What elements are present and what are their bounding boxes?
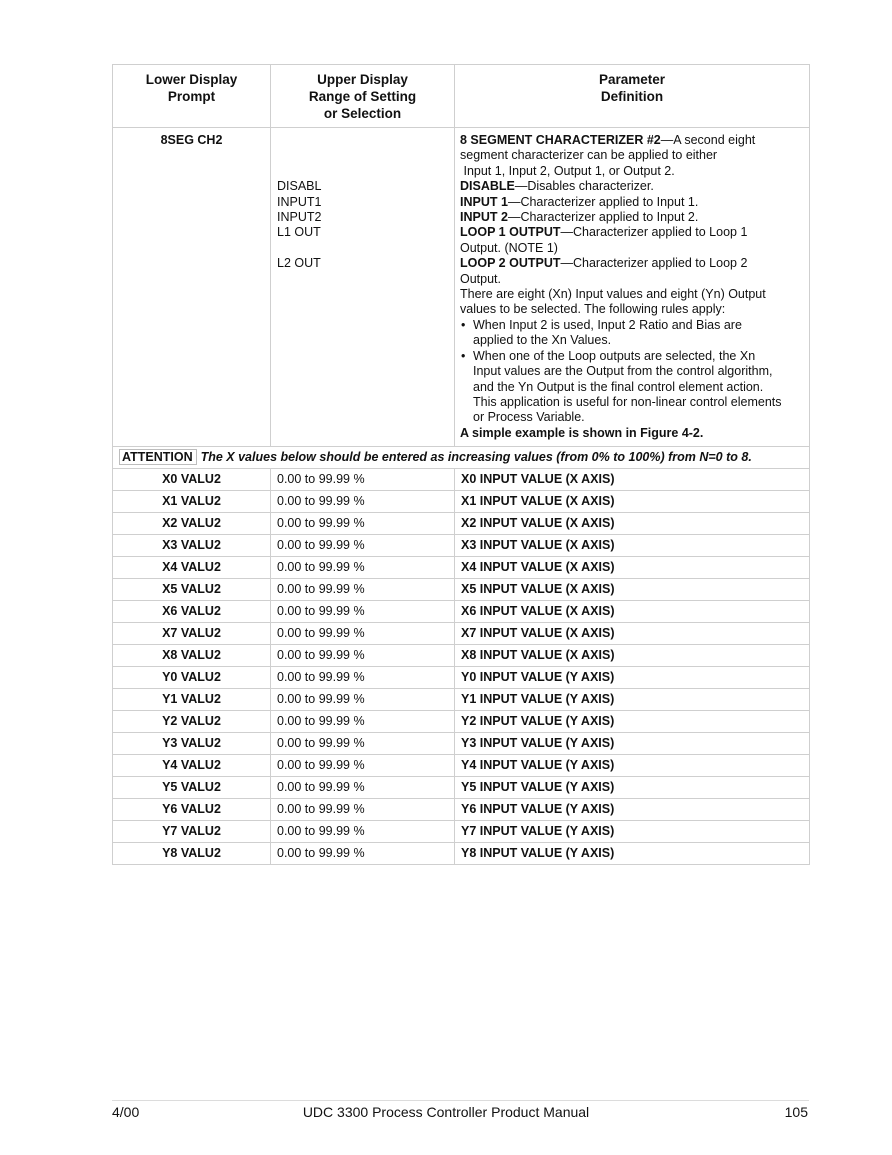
table-row [113, 557, 810, 579]
closing-note: A simple example is shown in Figure 4-2. [460, 425, 704, 440]
definition-cell: Y3 INPUT VALUE (Y AXIS) [455, 733, 810, 755]
range-cell: 0.00 to 99.99 % [271, 777, 455, 799]
option-definition: LOOP 1 OUTPUT—Characterizer applied to Loop 1 [460, 225, 748, 240]
definition-cell: 8 SEGMENT CHARACTERIZER #2—A second eight segment characterizer can be applied to either Input 1, Input 2, Output 1, or Output 2. DISABLE—Disables characterizer. INPUT 1—Characterizer applied to Input 1. INPUT 2—Characterizer applied to Input 2. LOOP 1 OUTPUT—Characterizer applied to Loop 1 Output. (NOTE 1) LOOP 2 OUTPUT—Characterizer applied to Loop 2 Output. There are eight (Xn) Input values and eight (Yn) Output values to be selected. The following rules apply: • When Input 2 is used, Input 2 Ratio and Bias are applied to the Xn Values. • When one of the Loop outputs are selected, the Xn Input values are the Output from the control algorithm, and the Yn Output is the final control element action. This application is useful for non-linear control elements or Process Variable. A simple example is shown in Figure 4-2. [455, 128, 810, 447]
definition-cell: X8 INPUT VALUE (X AXIS) [455, 645, 810, 667]
footer-rule [112, 1100, 809, 1101]
range-cell: 0.00 to 99.99 % [271, 755, 455, 777]
table-row [113, 777, 810, 799]
rule-item: • When one of the Loop outputs are selected, the Xn Input values are the Output from the control algorithm, and the Yn Output is the final control element action. This application is useful for non-linear control elements or Process Variable. [460, 349, 804, 426]
range-cell: 0.00 to 99.99 % [271, 623, 455, 645]
prompt-cell: Y5 VALU2 [113, 777, 271, 799]
range-cell: 0.00 to 99.99 % [271, 799, 455, 821]
table-row [113, 667, 810, 689]
table-header-row [113, 65, 810, 128]
option-definition: LOOP 2 OUTPUT—Characterizer applied to Loop 2 [460, 256, 748, 271]
range-cell [271, 128, 455, 447]
table-row [113, 821, 810, 843]
footer-title: UDC 3300 Process Controller Product Manual [302, 1104, 590, 1120]
definition-cell: X4 INPUT VALUE (X AXIS) [455, 557, 810, 579]
table-row [113, 469, 810, 491]
option-definition: INPUT 2—Characterizer applied to Input 2. [460, 210, 699, 225]
footer-page-number: 105 [784, 1104, 808, 1120]
definition-cell: X3 INPUT VALUE (X AXIS) [455, 535, 810, 557]
range-cell: 0.00 to 99.99 % [271, 601, 455, 623]
definition-cell: X6 INPUT VALUE (X AXIS) [455, 601, 810, 623]
parameter-table [112, 64, 810, 865]
rules-list [460, 318, 804, 426]
definition-title: 8 SEGMENT CHARACTERIZER #2 [460, 133, 661, 147]
attention-text: The X values below should be entered as increasing values (from 0% to 100%) from N=0 to 8. [200, 450, 752, 465]
table-row [113, 733, 810, 755]
range-option: L1 OUT [277, 225, 321, 240]
prompt-cell: Y2 VALU2 [113, 711, 271, 733]
table-row [113, 711, 810, 733]
definition-cell: Y4 INPUT VALUE (Y AXIS) [455, 755, 810, 777]
range-option: INPUT2 [277, 209, 322, 224]
range-cell: 0.00 to 99.99 % [271, 513, 455, 535]
table-row [113, 843, 810, 865]
prompt-cell: Y4 VALU2 [113, 755, 271, 777]
range-cell: 0.00 to 99.99 % [271, 689, 455, 711]
option-definition: INPUT 1—Characterizer applied to Input 1. [460, 194, 699, 209]
prompt-cell: X4 VALU2 [113, 557, 271, 579]
attention-label: ATTENTION [119, 449, 197, 465]
header-lower-display-prompt: Lower Display Prompt [113, 65, 271, 128]
range-cell: 0.00 to 99.99 % [271, 491, 455, 513]
table-row [113, 535, 810, 557]
prompt-cell: 8SEG CH2 [113, 128, 271, 447]
range-option: DISABL [277, 179, 322, 194]
definition-cell: X5 INPUT VALUE (X AXIS) [455, 579, 810, 601]
table-row [113, 645, 810, 667]
value-rows [113, 469, 810, 865]
prompt-cell: X6 VALU2 [113, 601, 271, 623]
prompt-cell: Y7 VALU2 [113, 821, 271, 843]
prompt-cell: Y3 VALU2 [113, 733, 271, 755]
prompt-cell: Y6 VALU2 [113, 799, 271, 821]
prompt-cell: X7 VALU2 [113, 623, 271, 645]
range-cell: 0.00 to 99.99 % [271, 535, 455, 557]
table-row [113, 689, 810, 711]
range-cell: 0.00 to 99.99 % [271, 733, 455, 755]
header-upper-display-range: Upper Display Range of Setting or Selection [271, 65, 455, 128]
range-cell: 0.00 to 99.99 % [271, 469, 455, 491]
definition-cell: Y5 INPUT VALUE (Y AXIS) [455, 777, 810, 799]
prompt-cell: Y0 VALU2 [113, 667, 271, 689]
table-row [113, 491, 810, 513]
footer-date: 4/00 [112, 1104, 140, 1120]
prompt-cell: X1 VALU2 [113, 491, 271, 513]
table-row [113, 513, 810, 535]
table-row [113, 579, 810, 601]
definition-cell: X1 INPUT VALUE (X AXIS) [455, 491, 810, 513]
prompt-cell: X3 VALU2 [113, 535, 271, 557]
table-row-8seg-ch2 [113, 128, 810, 447]
prompt-cell: X5 VALU2 [113, 579, 271, 601]
range-cell: 0.00 to 99.99 % [271, 579, 455, 601]
definition-cell: X0 INPUT VALUE (X AXIS) [455, 469, 810, 491]
definition-cell: X7 INPUT VALUE (X AXIS) [455, 623, 810, 645]
range-cell: 0.00 to 99.99 % [271, 667, 455, 689]
range-cell: 0.00 to 99.99 % [271, 843, 455, 865]
attention-row [113, 447, 810, 469]
definition-cell: Y6 INPUT VALUE (Y AXIS) [455, 799, 810, 821]
range-cell: 0.00 to 99.99 % [271, 645, 455, 667]
prompt-cell: X2 VALU2 [113, 513, 271, 535]
range-cell: 0.00 to 99.99 % [271, 821, 455, 843]
prompt-cell: X0 VALU2 [113, 469, 271, 491]
table-row [113, 623, 810, 645]
range-cell: 0.00 to 99.99 % [271, 557, 455, 579]
range-option: INPUT1 [277, 194, 322, 209]
prompt-cell: X8 VALU2 [113, 645, 271, 667]
table-row [113, 755, 810, 777]
definition-cell: Y0 INPUT VALUE (Y AXIS) [455, 667, 810, 689]
option-definition: DISABLE—Disables characterizer. [460, 179, 654, 194]
prompt-cell: Y8 VALU2 [113, 843, 271, 865]
table-row [113, 601, 810, 623]
header-parameter-definition: Parameter Definition [455, 65, 810, 128]
range-cell: 0.00 to 99.99 % [271, 711, 455, 733]
definition-cell: Y2 INPUT VALUE (Y AXIS) [455, 711, 810, 733]
rule-item: • When Input 2 is used, Input 2 Ratio and Bias are applied to the Xn Values. [460, 318, 804, 349]
definition-cell: X2 INPUT VALUE (X AXIS) [455, 513, 810, 535]
definition-cell: Y1 INPUT VALUE (Y AXIS) [455, 689, 810, 711]
prompt-cell: Y1 VALU2 [113, 689, 271, 711]
definition-cell: Y8 INPUT VALUE (Y AXIS) [455, 843, 810, 865]
definition-cell: Y7 INPUT VALUE (Y AXIS) [455, 821, 810, 843]
table-row [113, 799, 810, 821]
range-option: L2 OUT [277, 256, 321, 271]
